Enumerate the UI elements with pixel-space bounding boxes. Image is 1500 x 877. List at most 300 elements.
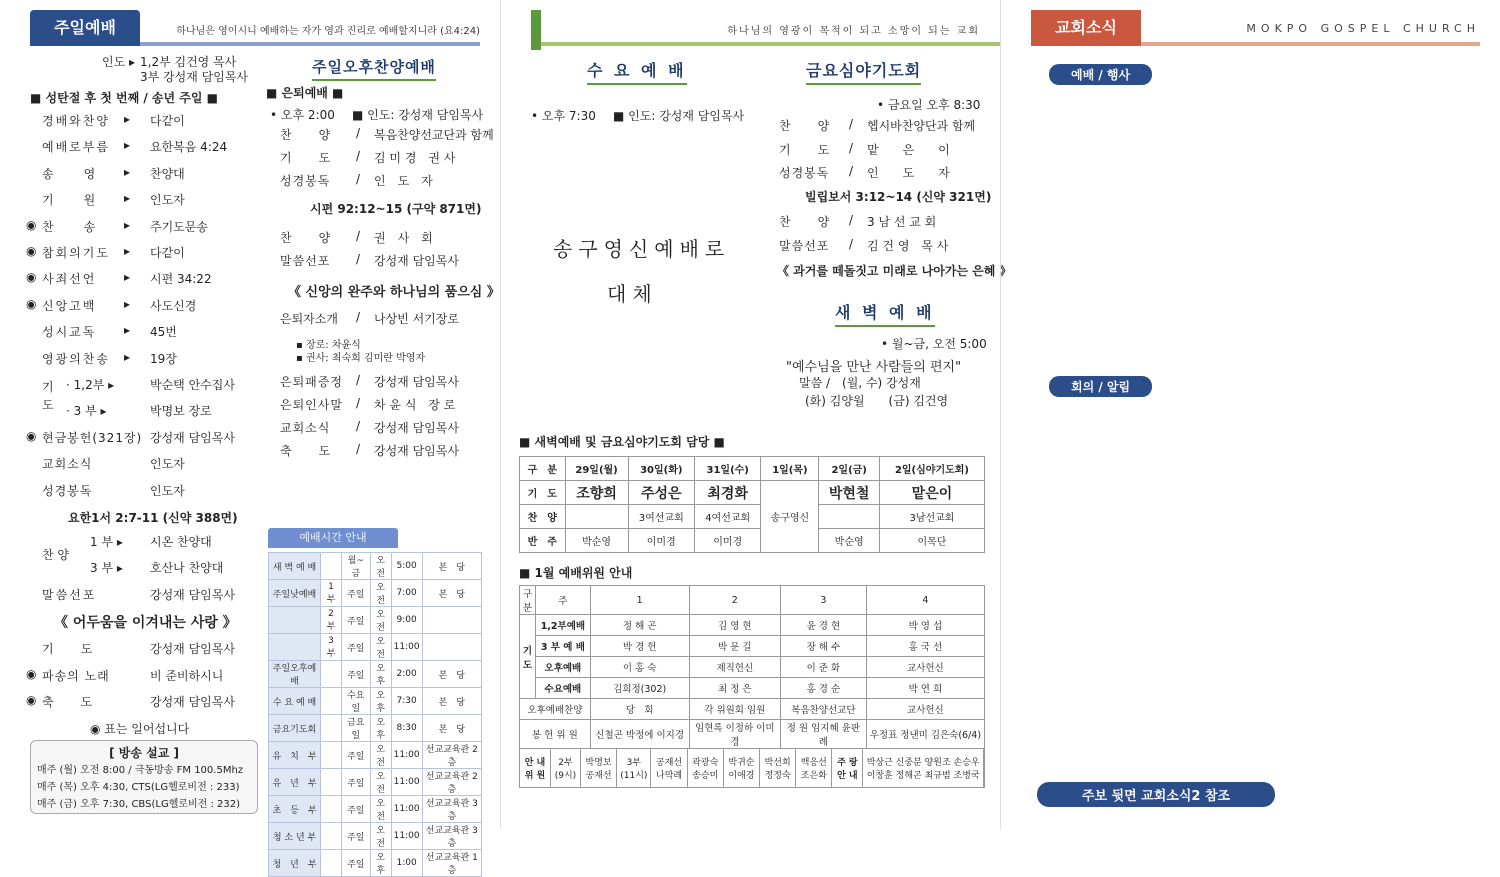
hours-row (269, 850, 482, 877)
duty-cell: 3남선교회 (879, 505, 984, 529)
duty-cell: 박순영 (565, 529, 628, 553)
hours-row (269, 742, 482, 769)
order-sep: ▸ (124, 296, 131, 311)
afternoon-scripture: 시편 92:12~15 (구약 871면) (310, 202, 482, 216)
hours-cell: 주일오후예배 (269, 661, 321, 688)
afternoon-value: 강성재 담임목사 (374, 421, 459, 435)
duty-cell: 3여선교회 (628, 505, 694, 529)
committee-cell: 홍 국 선 (866, 636, 984, 657)
hours-cell: 수 요 예 배 (269, 688, 321, 715)
hours-cell: 금요일 (342, 715, 371, 742)
duty-cell: 29일(월) (565, 457, 628, 481)
order-value: 45번 (150, 325, 177, 340)
hours-cell: 주일 (342, 661, 371, 688)
committee-cell: 오후예배 (536, 657, 591, 678)
committee-cell: 교사헌신 (866, 699, 984, 720)
afternoon-sep: / (356, 172, 361, 186)
afternoon-sep: / (356, 396, 361, 410)
duty-cell: 구 분 (520, 457, 566, 481)
sermon-label: 말씀선포 (42, 588, 97, 602)
duty-cell: 기 도 (520, 481, 566, 505)
committee-cell: 봉 헌 위 원 (520, 720, 591, 749)
committee-cell: 각 위원회 임원 (689, 699, 780, 720)
order-mark: ◉ (26, 296, 37, 311)
order-sep: ▸ (124, 164, 131, 179)
order-mark: ◉ (26, 666, 37, 681)
committee-cell: 1,2부예배 (536, 615, 591, 636)
section-tab: 주일예배 (30, 10, 140, 46)
afternoon-item: 교회소식 (280, 421, 331, 435)
committee-cell: 박 문 길 (689, 636, 780, 657)
hours-cell: 주일 (342, 634, 371, 661)
order-item: 파송의 노래 (42, 668, 110, 683)
hours-cell (422, 634, 481, 661)
committee-cell: 윤 경 현 (781, 615, 867, 636)
afternoon-sep: / (356, 149, 361, 163)
order-item: 참회의기도 (42, 246, 110, 260)
duty-cell: 2일(금) (819, 457, 880, 481)
section-pill-meetings: 회의 / 알림 (1049, 376, 1152, 397)
afternoon-value: 강성재 담임목사 (374, 254, 459, 268)
order-sep: ▸ (124, 138, 131, 153)
order-mark: ◉ (26, 217, 37, 232)
afternoon-sep: / (356, 310, 361, 324)
order-item: 예배로부름 (42, 140, 110, 155)
hours-cell: 1:00 (391, 850, 422, 877)
committee-cell: 복음찬양선교단 (781, 699, 867, 720)
hours-cell: 오후 (370, 850, 391, 877)
broadcast-line: 매주 (금) 오후 7:30, CBS(LG헬로비전 : 232) (37, 799, 241, 810)
hours-cell: 초 등 부 (269, 796, 321, 823)
afternoon-value: 권 사 회 (374, 231, 433, 245)
hours-cell (321, 796, 342, 823)
order-value: 찬양대 (150, 166, 185, 181)
section-pill-events: 예배 / 행사 (1049, 64, 1152, 85)
order-sep: ▸ (124, 349, 131, 364)
wednesday-note: 대체 (607, 282, 658, 306)
guide-entry: 박귀순 이애경 (723, 749, 759, 787)
committee-cell: 신철곤 박정에 이지경 (590, 720, 689, 749)
friday-item: 찬 양 (779, 119, 831, 133)
sermon-preacher: 강성재 담임목사 (150, 588, 235, 602)
hours-cell: 7:00 (391, 580, 422, 607)
committee-cell: 제직헌신 (689, 657, 780, 678)
committee-cell: 2 (689, 586, 780, 615)
committee-cell: 당 회 (590, 699, 689, 720)
duty-cell: 박순영 (819, 529, 880, 553)
hours-cell: 주일 (342, 580, 371, 607)
friday-sep: / (849, 236, 854, 251)
order-value: 19장 (150, 351, 177, 366)
duty-cell: 반 주 (520, 529, 566, 553)
committee-cell: 교사헌신 (866, 657, 984, 678)
hours-cell: 2:00 (391, 661, 422, 688)
committee-row (520, 636, 985, 657)
duty-cell: 1일(목) (761, 457, 819, 481)
order-item: 사죄선언 (42, 272, 97, 287)
hours-cell: 오전 (370, 553, 391, 580)
afternoon-item: 성경봉독 (280, 174, 331, 188)
hours-cell: 새 벽 예 배 (269, 553, 321, 580)
friday-value: 김 건 영 목 사 (867, 238, 949, 253)
wednesday-time: • 오후 7:30 (531, 109, 596, 123)
committee-cell: 김희정(302) (590, 678, 689, 699)
hours-cell: 2 부 (321, 607, 342, 634)
friday-value: 인 도 자 (867, 166, 950, 180)
footer-note: 주보 뒷면 교회소식2 참조 (1037, 782, 1275, 807)
broadcast-box (30, 740, 258, 814)
afternoon-item: 은퇴패증정 (280, 375, 343, 389)
duty-cell: 주성은 (628, 481, 694, 505)
afternoon-leader: ■ 인도: 강성재 담임목사 (352, 108, 484, 122)
hours-cell: 11:00 (391, 742, 422, 769)
header-bar (30, 10, 480, 46)
afternoon-sep: / (356, 229, 361, 243)
order-item: 기 원 (42, 193, 98, 208)
hours-cell: 주일 (342, 742, 371, 769)
guide-entry: 박명보 공재선 (581, 749, 617, 787)
hours-cell: 7:30 (391, 688, 422, 715)
choir-part: 3 부 ▸ (90, 561, 123, 575)
hours-cell: 5:00 (391, 553, 422, 580)
committee-row (520, 749, 985, 788)
committee-cell: 주 (536, 586, 591, 615)
afternoon-value: 복음찬양선교단과 함께 (374, 128, 494, 142)
leader-value: 1,2부 김건영 목사 (140, 55, 237, 69)
order-value: 인도자 (150, 483, 185, 498)
hours-cell: 11:00 (391, 823, 422, 850)
committee-cell: 1 (590, 586, 689, 615)
friday-scripture: 빌립보서 3:12~14 (신약 321면) (805, 190, 992, 204)
committee-cell: 박 연 희 (866, 678, 984, 699)
hours-cell: 11:00 (391, 634, 422, 661)
order-item: 현금봉헌(321장) (42, 431, 143, 445)
order-value: 강성재 담임목사 (150, 642, 235, 656)
hours-cell: 선교교육관 3층 (422, 823, 481, 850)
committee-cell: 장 해 수 (781, 636, 867, 657)
committee-cell: 김 영 현 (689, 615, 780, 636)
guide-entry: 2부 (9시) (550, 749, 580, 787)
hours-cell: 오전 (370, 769, 391, 796)
friday-item: 기 도 (779, 142, 831, 157)
hours-cell: 주일 (342, 769, 371, 796)
afternoon-subtitle: ■ 은퇴예배 ■ (266, 86, 344, 100)
committee-cell: 홍 경 순 (781, 678, 867, 699)
duty-cell: 31일(수) (694, 457, 760, 481)
choir-part: 1 부 ▸ (90, 535, 123, 549)
order-item: 축 도 (42, 695, 94, 710)
choir-name: 호산나 찬양대 (150, 561, 224, 575)
prayer-person: 박명보 장로 (150, 404, 212, 418)
wednesday-leader: ■ 인도: 강성재 담임목사 (613, 109, 745, 123)
hours-cell: 선교교육관 2층 (422, 769, 481, 796)
duty-row (520, 505, 985, 529)
panel-church-news (1000, 0, 1500, 829)
dawn-speaker: (화) 김양월 (금) 김건영 (805, 394, 949, 408)
duty-cell: 조향희 (565, 481, 628, 505)
service-hours-table (268, 552, 482, 877)
committee-row (520, 699, 985, 720)
prayer-part: · 1,2부 ▸ (66, 378, 115, 392)
order-value: 주기도문송 (150, 219, 208, 234)
retiree-note: ▪ 권사: 최숙희 김미란 박영자 (296, 353, 426, 364)
guide-table (520, 749, 984, 787)
hours-row (269, 823, 482, 850)
panel-weekday-worship (500, 0, 1012, 829)
hours-cell: 오전 (370, 742, 391, 769)
header-accent (531, 10, 541, 50)
hours-row (269, 769, 482, 796)
duty-row (520, 457, 985, 481)
dawn-book: "예수님을 만난 사람들의 편지" (786, 360, 962, 375)
hours-cell: 월~금 (342, 553, 371, 580)
afternoon-value: 김 미 경 권 사 (374, 151, 456, 165)
hours-row (269, 796, 482, 823)
order-mark: ◉ (26, 270, 37, 285)
order-item: 송 영 (42, 166, 98, 181)
broadcast-title: [ 방송 설교 ] (109, 746, 179, 760)
afternoon-message: 《 신앙의 완주와 하나님의 품으심 》 (288, 285, 500, 300)
order-item: 교회소식 (42, 457, 93, 472)
retiree-note: ▪ 장로: 차윤식 (296, 340, 361, 351)
dawn-time: • 월~금, 오전 5:00 (881, 337, 987, 351)
committee-cell: 이 준 화 (781, 657, 867, 678)
order-value: 사도신경 (150, 298, 197, 313)
duty-cell: 2일(심야기도회) (879, 457, 984, 481)
order-item: 찬 송 (42, 219, 98, 234)
scripture-ref: 요한1서 2:7-11 (신약 388면) (68, 511, 238, 525)
committee-cell: 수요예배 (536, 678, 591, 699)
friday-value: 헵시바찬양단과 함께 (867, 119, 976, 133)
order-sep: ▸ (124, 270, 131, 285)
order-sep: ▸ (124, 191, 131, 206)
afternoon-value: 차 윤 식 장 로 (374, 398, 456, 412)
friday-time: • 금요일 오후 8:30 (877, 98, 981, 112)
order-item: 기 도 (42, 642, 94, 656)
header-bar (531, 10, 1000, 46)
header-bar (1031, 10, 1480, 46)
hours-cell: 11:00 (391, 796, 422, 823)
committee-cell: 3 (781, 586, 867, 615)
guide-entry: 박선희 정정숙 (760, 749, 796, 787)
duty-cell: 4여선교회 (694, 505, 760, 529)
hours-cell: 3 부 (321, 634, 342, 661)
order-sep: ▸ (124, 244, 131, 258)
hours-cell: 오전 (370, 607, 391, 634)
hours-cell: 유 년 부 (269, 769, 321, 796)
hours-row (269, 580, 482, 607)
hours-cell: 1 부 (321, 580, 342, 607)
afternoon-value: 나상빈 서기장로 (374, 312, 459, 326)
dawn-title: 새 벽 예 배 (835, 300, 935, 327)
hours-cell: 청 소 년 부 (269, 823, 321, 850)
hours-cell: 청 년 부 (269, 850, 321, 877)
wednesday-title: 수 요 예 배 (587, 58, 687, 85)
hours-cell: 수요일 (342, 688, 371, 715)
afternoon-item: 말씀선포 (280, 254, 331, 268)
hours-cell: 본 당 (422, 580, 481, 607)
order-mark: ◉ (26, 429, 37, 443)
duty-cell: 찬 양 (520, 505, 566, 529)
committee-cell: 정 해 곤 (590, 615, 689, 636)
hours-cell: 오전 (370, 823, 391, 850)
order-item: 성시교독 (42, 325, 97, 340)
hours-cell: 주일 (342, 607, 371, 634)
hours-cell: 9:00 (391, 607, 422, 634)
order-item: 성경봉독 (42, 483, 93, 498)
order-value: 비 준비하시니 (150, 668, 224, 683)
hours-cell: 선교교육관 1층 (422, 850, 481, 877)
committee-cell: 정 원 임지혜 윤판례 (781, 720, 867, 749)
prayer-person: 박순택 안수집사 (150, 378, 235, 392)
wednesday-note: 송구영신예배로 (553, 237, 731, 261)
friday-value: 맡 은 이 (867, 142, 950, 157)
hours-cell (269, 634, 321, 661)
hours-cell (321, 769, 342, 796)
order-item: 영광의찬송 (42, 351, 110, 366)
friday-sep: / (849, 164, 854, 178)
duty-cell: 30일(화) (628, 457, 694, 481)
order-item: 경배와찬양 (42, 114, 110, 128)
order-value: 다같이 (150, 246, 185, 260)
hours-cell: 유 치 부 (269, 742, 321, 769)
committee-row (520, 720, 985, 749)
hours-row (269, 634, 482, 661)
duty-cell: 이목단 (879, 529, 984, 553)
afternoon-item: 기 도 (280, 151, 332, 165)
panel-sunday-worship (0, 0, 500, 876)
hours-cell: 주일낮예배 (269, 580, 321, 607)
hours-cell: 본 당 (422, 661, 481, 688)
hours-cell (321, 742, 342, 769)
committee-row (520, 586, 985, 615)
afternoon-item: 은퇴인사말 (280, 398, 343, 412)
order-mark: ◉ (26, 693, 37, 708)
afternoon-item: 찬 양 (280, 128, 332, 142)
order-item: 신앙고백 (42, 298, 97, 313)
guide-entry: 안 내 위 원 (520, 749, 550, 787)
afternoon-item: 은퇴자소개 (280, 312, 338, 326)
duty-table-title: ■ 새벽예배 및 금요심야기도회 담당 ■ (519, 435, 725, 449)
afternoon-sep: / (356, 126, 361, 140)
committee-cell: 4 (866, 586, 984, 615)
committee-cell: 임현록 이정하 이미경 (689, 720, 780, 749)
hours-row (269, 553, 482, 580)
friday-sep: / (849, 140, 854, 155)
hours-cell (321, 715, 342, 742)
choir-label: 찬 양 (42, 548, 69, 562)
committee-row (520, 657, 985, 678)
order-value: 인도자 (150, 457, 185, 472)
hours-cell: 오전 (370, 580, 391, 607)
guide-cell (520, 749, 985, 788)
order-sep: ▸ (124, 112, 131, 126)
hours-cell (321, 661, 342, 688)
duty-table (519, 456, 985, 553)
afternoon-time: • 오후 2:00 (270, 108, 335, 122)
guide-entry: 곽광숙 송승미 (687, 749, 723, 787)
afternoon-sep: / (356, 442, 361, 456)
hours-row (269, 661, 482, 688)
order-value: 강성재 담임목사 (150, 695, 235, 710)
friday-sep: / (849, 117, 854, 131)
guide-entry: 주 랑 안 내 (832, 749, 863, 787)
order-value: 다같이 (150, 114, 185, 128)
header-motto: 하나님의 영광이 목적이 되고 소망이 되는 교회 (727, 26, 980, 37)
committee-cell: 우정표 정낸미 김은숙(6/4) (866, 720, 984, 749)
guide-entry: 백응선 조은화 (796, 749, 832, 787)
friday-item: 성경봉독 (779, 166, 830, 180)
hours-cell: 주일 (342, 796, 371, 823)
duty-cell (819, 505, 880, 529)
order-value: 인도자 (150, 193, 185, 208)
committee-cell: 3 부 예 배 (536, 636, 591, 657)
friday-value: 3 남 선 교 회 (867, 215, 937, 229)
guide-entry: 공재선 나막례 (651, 749, 687, 787)
afternoon-item: 축 도 (280, 444, 332, 458)
duty-cell: 최경화 (694, 481, 760, 505)
hours-cell: 오전 (370, 796, 391, 823)
hours-tab: 예배시간 안내 (268, 528, 398, 548)
friday-item: 찬 양 (779, 215, 831, 229)
committee-row (520, 678, 985, 699)
committee-cell: 박 경 헌 (590, 636, 689, 657)
hours-cell (321, 850, 342, 877)
friday-message: 《 과거를 떼돌짓고 미래로 나아가는 은혜 》 (777, 264, 1012, 278)
hours-cell (321, 553, 342, 580)
duty-cell: 맡은이 (879, 481, 984, 505)
guide-row (520, 749, 984, 787)
committee-cell: 이 홍 숙 (590, 657, 689, 678)
committee-cell: 박 영 섭 (866, 615, 984, 636)
duty-row (520, 529, 985, 553)
hours-cell: 본 당 (422, 688, 481, 715)
hours-row (269, 715, 482, 742)
order-value: 시편 34:22 (150, 272, 212, 287)
hours-cell (422, 607, 481, 634)
hours-cell: 본 당 (422, 553, 481, 580)
hours-cell: 8:30 (391, 715, 422, 742)
choir-name: 시온 찬양대 (150, 535, 212, 549)
order-value: 강성재 담임목사 (150, 431, 235, 445)
afternoon-title: 주일오후찬양예배 (312, 56, 436, 81)
guide-entry: 3부 (11시) (617, 749, 651, 787)
duty-cell: 박현철 (819, 481, 880, 505)
hours-row (269, 688, 482, 715)
afternoon-sep: / (356, 373, 361, 387)
hours-cell: 오후 (370, 688, 391, 715)
duty-row (520, 481, 985, 505)
hours-cell: 선교교육관 2층 (422, 742, 481, 769)
leader-value: 3부 강성재 담임목사 (140, 70, 249, 84)
duty-cell (565, 505, 628, 529)
hours-cell: 11:00 (391, 769, 422, 796)
hours-cell: 오후 (370, 715, 391, 742)
section-tab: 교회소식 (1031, 10, 1141, 46)
stand-note: ◉ 표는 일어섭니다 (90, 722, 190, 736)
hours-cell (269, 607, 321, 634)
committee-row (520, 615, 985, 636)
broadcast-line: 매주 (목) 오후 4:30, CTS(LG헬로비전 : 233) (37, 782, 240, 793)
header-motto: 하나님은 영이시니 예배하는 자가 영과 진리로 예배할지니라 (요4:24) (176, 26, 480, 37)
afternoon-sep: / (356, 252, 361, 266)
committee-cell: 구분 (520, 586, 536, 615)
friday-title: 금요심야기도회 (806, 58, 921, 85)
order-sep: ▸ (124, 323, 131, 338)
afternoon-sep: / (356, 419, 361, 433)
committee-cell: 오후예배찬양 (520, 699, 591, 720)
hours-cell: 오후 (370, 661, 391, 688)
